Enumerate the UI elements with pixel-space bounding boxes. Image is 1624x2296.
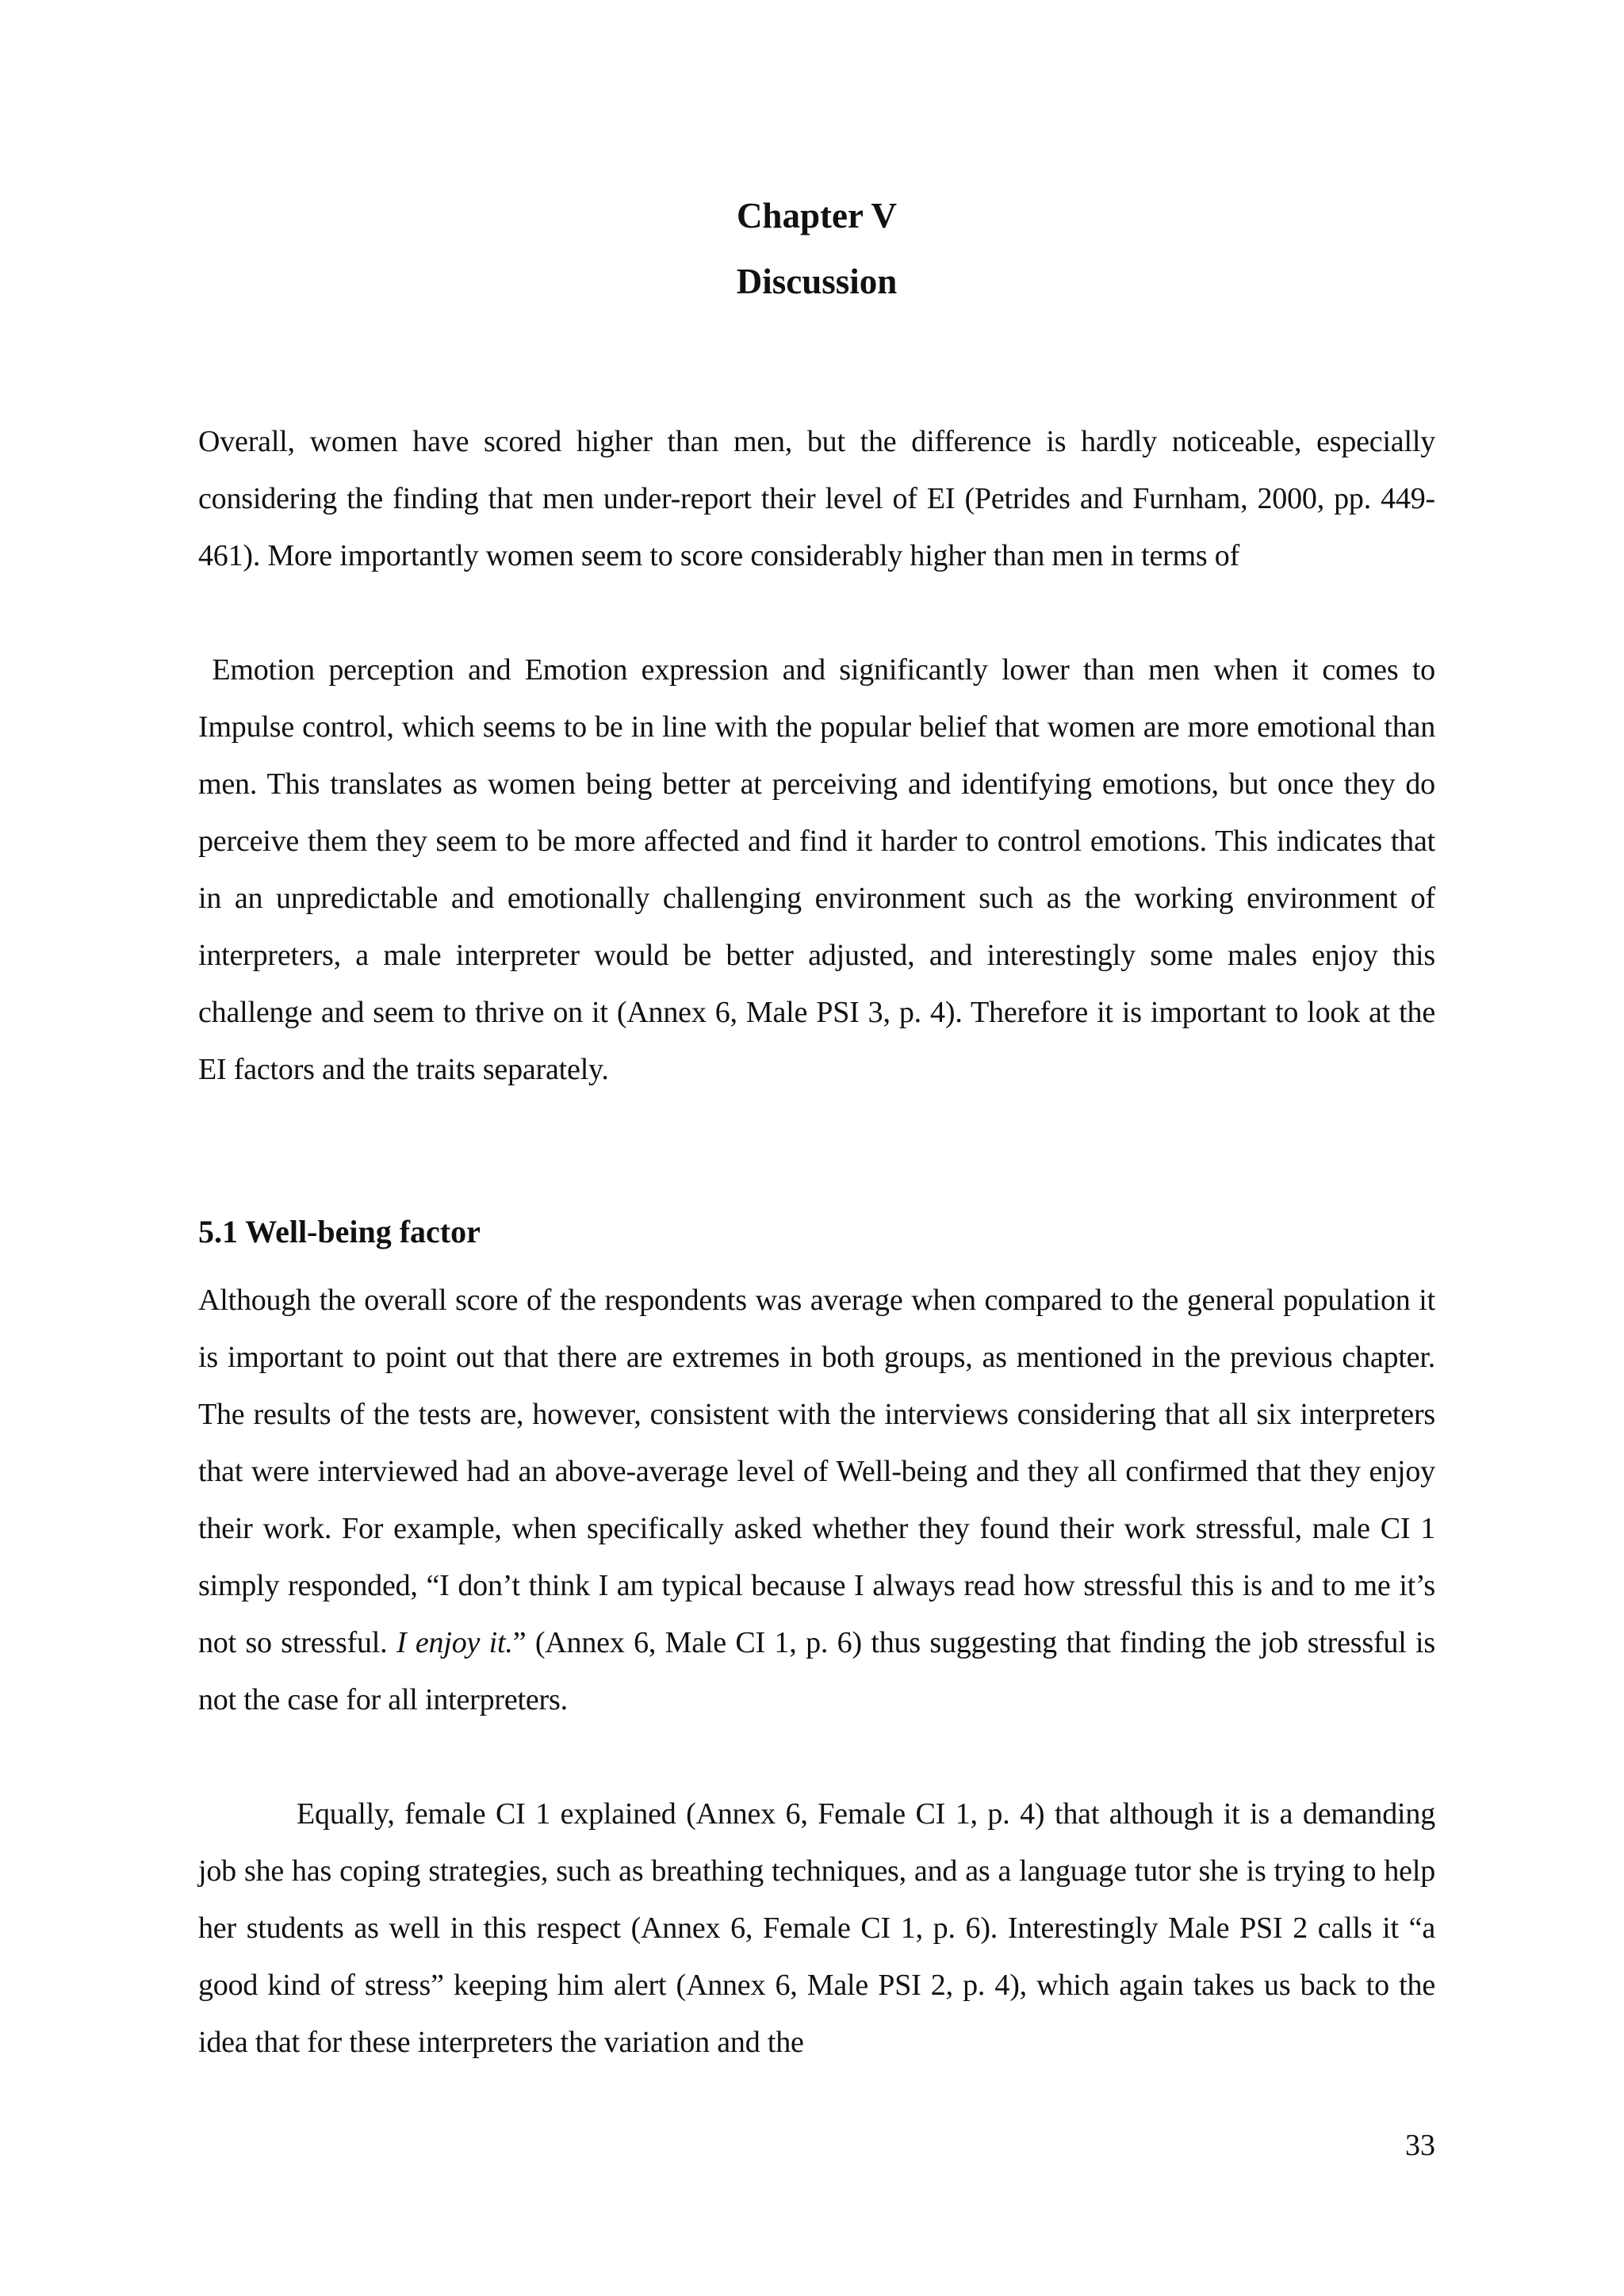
section-paragraph-2: Equally, female CI 1 explained (Annex 6, Female CI 1, p. 4) that although it is a demanding job she has coping strategies, such as breathing techniques, and as a language tutor she is trying to help her students as well in this respect (Annex 6, Female CI 1, p. 6). Interestingly Male PSI 2 calls it “a good kind of stress” keeping him alert (Annex 6, Male PSI 2, p. 4), which again takes us back to the idea that for these interpreters the variation and the [198,1797,1435,2059]
section-paragraph-1-text-a: Although the overall score of the respondents was average when compared to the general population it is important to point out that there are extremes in both groups, as mentioned in the previous chapter. The results of the tests are, however, consistent with the interviews considering that all six interpreters that were interviewed had an above-average level of Well-being and they all confirmed that they enjoy their work. For example, when specifically asked whether they found their work stressful, male CI 1 simply responded, “I don’t think I am typical because I always read how stressful this is and to me it’s not so stressful. [198,1284,1435,1659]
section-paragraph-1-italic-quote: I enjoy it. [396,1626,513,1659]
intro-paragraph-1: Overall, women have scored higher than men, but the difference is hardly noticeable, especially considering the finding that men under-report their level of EI (Petrides and Furnham, 2000, pp. 449-461). More importantly women seem to score considerably higher than men in terms of [198,425,1435,572]
section-paragraph-1-text-b: ” (Annex 6, Male CI 1, p. 6) thus suggesting that finding the job stressful is not the case for all interpreters. [198,1626,1435,1716]
intro-paragraph-2-text: Emotion perception and Emotion expression and significantly lower than men when it comes to Impulse control, which seems to be in line with the popular belief that women are more emotional than men. This translates as women being better at perceiving and identifying emotions, but once they do perceive them they seem to be more affected and find it harder to control emotions. This indicates that in an unpredictable and emotionally challenging environment such as the working environment of interpreters, a male interpreter would be better adjusted, and interestingly some males enjoy this challenge and seem to thrive on it (Annex 6, Male PSI 3, p. 4). Therefore it is important to look at the EI factors and the traits separately. [198,653,1435,1086]
section-paragraph-1 [198,1272,1435,1728]
chapter-subtitle: Discussion [736,262,898,301]
section-heading: 5.1 Well-being factor [198,1214,481,1249]
chapter-title: Chapter V [736,196,898,235]
intro-paragraph-2 [198,641,1435,1098]
page-number: 33 [1405,2129,1435,2162]
